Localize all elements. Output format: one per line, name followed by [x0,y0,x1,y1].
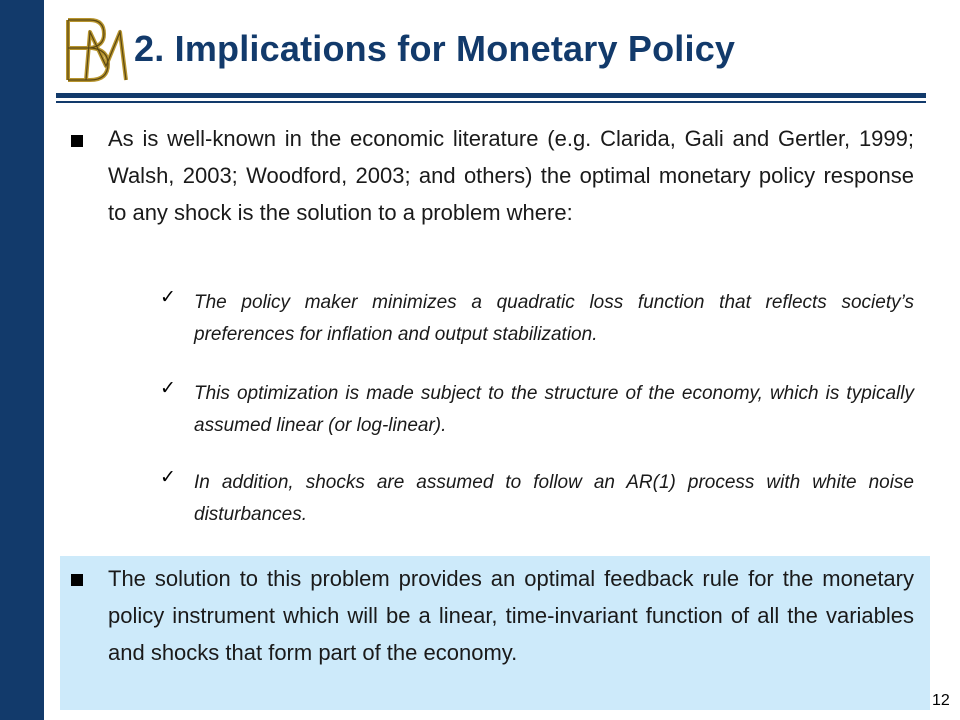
sub-item-loss-function: The policy maker minimizes a quadratic loss function that reflects society’s preferences for inflation and output stabilization. [194,292,914,345]
sub-item-economy-structure: This optimization is made subject to the structure of the economy, which is typically assumed linear (or log-linear). [194,383,914,436]
main-bullet-text: As is well-known in the economic literature (e.g. Clarida, Gali and Gertler, 1999; Walsh, 2003; Woodford, 2003; and others) the optimal monetary policy response to any shock is the solution to a problem where: [108,126,914,225]
sub-item-shocks-process: In addition, shocks are assumed to follow an AR(1) process with white noise disturbances. [194,472,914,525]
slide-title: 2. Implications for Monetary Policy [134,28,736,69]
checkmark-icon: ✓ [160,467,176,488]
title-divider-thin [56,101,926,103]
conclusion-text: The solution to this problem provides an optimal feedback rule for the monetary policy instrument which will be a linear, time-invariant function of all the variables and shocks that form part of the economy. [108,566,914,665]
left-sidebar-bar [0,0,44,720]
checkmark-icon: ✓ [160,287,176,308]
bullet-square-icon [71,574,83,586]
checkmark-icon: ✓ [160,378,176,399]
page-number: 12 [932,692,950,709]
bm-monogram-logo [60,14,130,86]
bullet-square-icon [71,135,83,147]
title-divider-thick [56,93,926,98]
